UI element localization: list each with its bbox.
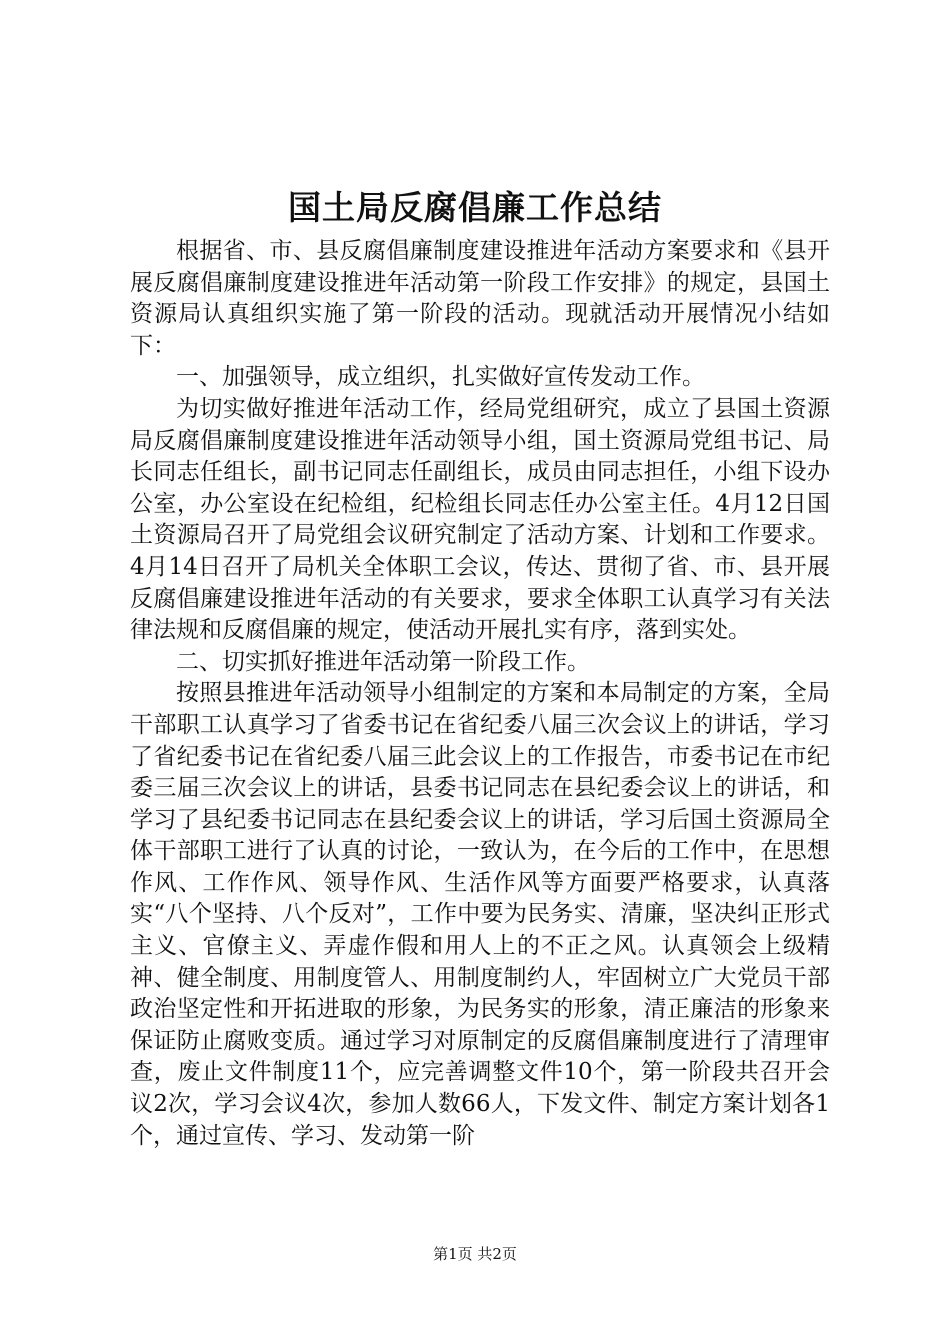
paragraph-section-2: 按照县推进年活动领导小组制定的方案和本局制定的方案，全局干部职工认真学习了省委书记在省纪委八届三次会议上的讲话，学习了省纪委书记在省纪委八届三此会议上的工作报告，市委书记在市纪委三届三次会议上的讲话，县委书记同志在县纪委会议上的讲话，和学习了县纪委书记同志在县纪委会议上的讲话，学习后国土资源局全体干部职工进行了认真的讨论，一致认为，在今后的工作中，在思想作风、工作作风、领导作风、生活作风等方面要严格要求，认真落实“八个坚持、八个反对”，工作中要为民务实、清廉，坚决纠正形式主义、官僚主义、弄虚作假和用人上的不正之风。认真领会上级精神、健全制度、用制度管人、用制度制约人，牢固树立广大党员干部政治坚定性和开拓进取的形象，为民务实的形象，清正廉洁的形象来保证防止腐败变质。通过学习对原制定的反腐倡廉制度进行了清理审查，废止文件制度11个，应完善调整文件10个，第一阶段共召开会议2次，学习会议4次，参加人数66人，下发文件、制定方案计划各1个，通过宣传、学习、发动第一阶 (130, 680, 830, 1149)
section-heading-1: 一、加强领导，成立组织，扎实做好宣传发动工作。 (176, 364, 705, 391)
paragraph-section-1: 为切实做好推进年活动工作，经局党组研究，成立了县国土资源局反腐倡廉制度建设推进年活动领导小组，国土资源局党组书记、局长同志任组长，副书记同志任副组长，成员由同志担任，小组下设办公室，办公室设在纪检组，纪检组长同志任办公室主任。4月12日国土资源局召开了局党组会议研究制定了活动方案、计划和工作要求。4月14日召开了局机关全体职工会议，传达、贯彻了省、市、县开展反腐倡廉建设推进年活动的有关要求，要求全体职工认真学习有关法律法规和反腐倡廉的规定，使活动开展扎实有序，落到实处。 (130, 395, 830, 644)
document-title: 国土局反腐倡廉工作总结 (288, 188, 662, 227)
document-body (130, 236, 830, 1152)
page-footer: 第1页 共2页 (433, 1245, 517, 1263)
paragraph-intro: 根据省、市、县反腐倡廉制度建设推进年活动方案要求和《县开展反腐倡廉制度建设推进年活动第一阶段工作安排》的规定，县国土资源局认真组织实施了第一阶段的活动。现就活动开展情况小结如下： (130, 238, 830, 359)
section-heading-2: 二、切实抓好推进年活动第一阶段工作。 (176, 648, 590, 675)
